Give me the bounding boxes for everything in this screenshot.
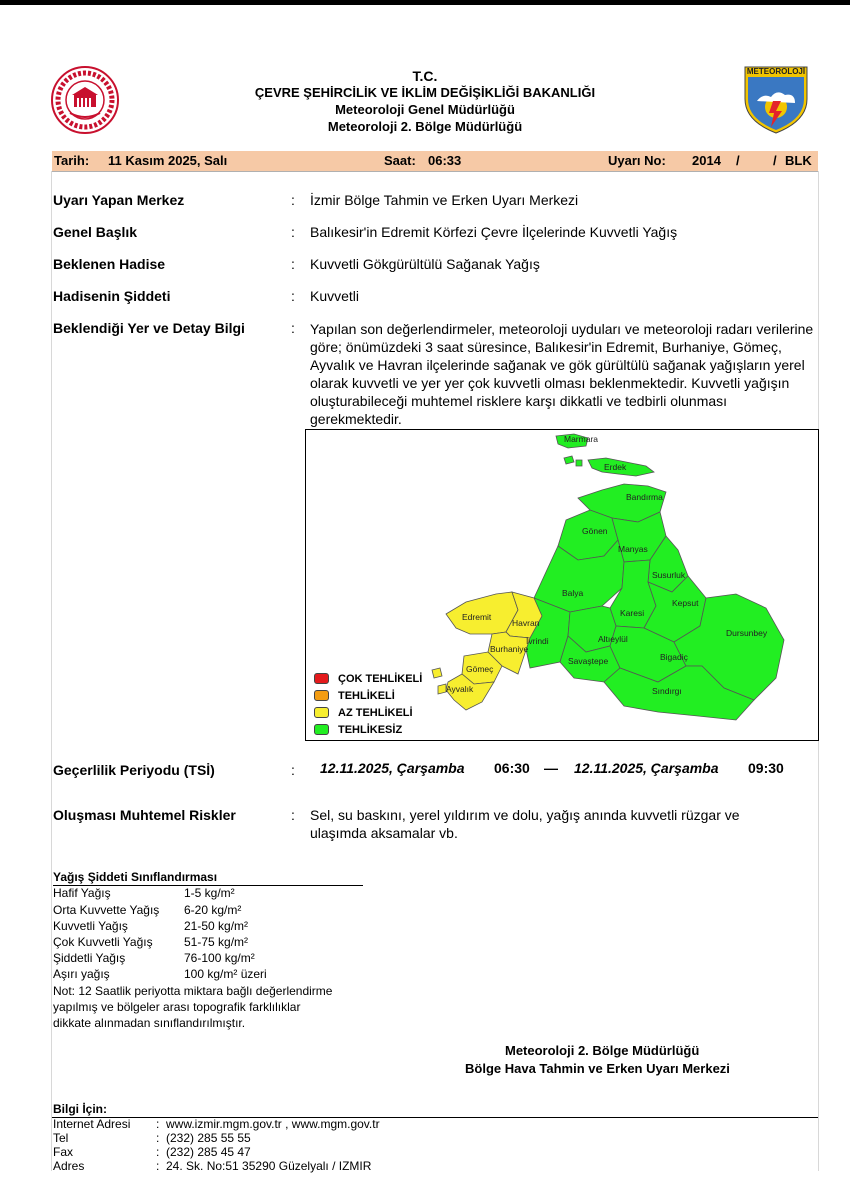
colon: : (291, 288, 295, 304)
region-ayvalik-islands (432, 668, 446, 694)
colon: : (291, 256, 295, 272)
legend-item-very-dangerous (314, 670, 422, 687)
region-islands (564, 456, 582, 466)
left-rule (51, 171, 52, 1171)
validity-end-date: 12.11.2025, Çarşamba (574, 760, 719, 776)
header-regional-directorate: Meteoroloji 2. Bölge Müdürlüğü (327, 119, 523, 134)
footer-label: Adres (53, 1159, 85, 1173)
meteoroloji-logo-text: METEOROLOJİ (746, 67, 806, 76)
classification-note: dikkate alınmadan sınıflandırılmıştır. (53, 1016, 246, 1030)
warning-code: BLK (785, 153, 812, 168)
top-border (0, 0, 850, 5)
info-bar (52, 151, 818, 172)
legend-swatch-orange (314, 690, 329, 701)
legend-label: AZ TEHLİKELİ (338, 706, 413, 719)
footer-address: 24. Sk. No:51 35290 Güzelyalı / IZMIR (166, 1159, 372, 1173)
footer-title: Bilgi İçin: (53, 1102, 107, 1116)
footer-website-link[interactable]: www.izmir.mgm.gov.tr , www.mgm.gov.tr (166, 1117, 380, 1131)
event-value: Kuvvetli Gökgürültülü Sağanak Yağış (310, 256, 540, 272)
time-value: 06:33 (428, 153, 462, 168)
center-label: Uyarı Yapan Merkez (53, 192, 185, 208)
signature-line-2: Bölge Hava Tahmin ve Erken Uyarı Merkezi (465, 1061, 730, 1076)
footer-phone: (232) 285 55 55 (166, 1131, 251, 1145)
district-label-dursunbey: Dursunbey (726, 628, 768, 638)
footer-label: Fax (53, 1145, 74, 1159)
footer-label: Tel (53, 1131, 69, 1145)
district-label-gonen: Gönen (582, 526, 608, 536)
footer-separator: : (156, 1117, 160, 1131)
district-label-gomec: Gömeç (466, 664, 494, 674)
district-label-ayvalik: Ayvalık (446, 684, 474, 694)
district-label-karesi: Karesi (620, 608, 645, 618)
warning-no-value: 2014 (692, 153, 721, 168)
colon: : (291, 192, 295, 208)
colon: : (291, 807, 295, 823)
meteoroloji-logo (743, 65, 809, 135)
severity-label: Hadisenin Şiddeti (53, 288, 171, 304)
district-label-marmara: Marmara (564, 434, 599, 444)
warning-no-label: Uyarı No: (608, 153, 666, 168)
classification-name: Kuvvetli Yağış (53, 919, 128, 933)
legend-item-safe (314, 721, 422, 738)
legend-label: ÇOK TEHLİKELİ (338, 672, 423, 685)
district-label-sindirgi: Sındırgı (652, 686, 682, 696)
validity-start-time: 06:30 (494, 760, 530, 776)
risks-label: Oluşması Muhtemel Riskler (53, 807, 236, 823)
legend-label: TEHLİKESİZ (338, 723, 403, 736)
footer-separator: : (156, 1145, 160, 1159)
classification-title: Yağış Şiddeti Sınıflandırması (53, 870, 363, 886)
classification-value: 76-100 kg/m² (184, 951, 255, 965)
validity-label: Geçerlilik Periyodu (TSİ) (53, 762, 215, 778)
title-value: Balıkesir'in Edremit Körfezi Çevre İlçelerinde Kuvvetli Yağış (310, 224, 678, 240)
footer-separator: : (156, 1159, 160, 1173)
legend-swatch-yellow (314, 707, 329, 718)
colon: : (291, 762, 295, 778)
district-label-kepsut: Kepsut (672, 598, 699, 608)
validity-start-date: 12.11.2025, Çarşamba (320, 760, 465, 776)
classification-value: 6-20 kg/m² (184, 903, 242, 917)
event-label: Beklenen Hadise (53, 256, 166, 272)
footer-fax: (232) 285 45 47 (166, 1145, 251, 1159)
district-label-susurluk: Susurluk (652, 570, 686, 580)
classification-name: Şiddetli Yağış (53, 951, 126, 965)
classification-name: Hafif Yağış (53, 886, 111, 900)
warning-slash-1: / (736, 153, 740, 168)
detail-label: Beklendiği Yer ve Detay Bilgi (53, 320, 245, 336)
title-label: Genel Başlık (53, 224, 138, 240)
date-label: Tarih: (54, 153, 90, 168)
district-label-edremit: Edremit (462, 612, 492, 622)
district-label-altieylul: Altıeylül (598, 634, 628, 644)
footer-separator: : (156, 1131, 160, 1145)
district-label-erdek: Erdek (604, 462, 627, 472)
district-label-manyas: Manyas (618, 544, 648, 554)
footer-label: Internet Adresi (53, 1117, 131, 1131)
date-value: 11 Kasım 2025, Salı (108, 153, 228, 168)
detail-value: Yapılan son değerlendirmeler, meteoroloji uyduları ve meteoroloji radarı verilerine göre; önümüzdeki 3 saat süresince, Balıkesir'in Edremit, Burhaniye, Gömeç, Ayvalık ve Havran ilçelerinde sağanak ve gök gürültülü sağanak yağışların yerel olarak kuvvetli ve yer yer çok kuvvetli olması beklenmektedir. Kuvvetli yağışın oluşturabileceği muhtemel risklere karşı dikkatli ve tedbirli olunması gerekmektedir. (310, 321, 814, 427)
colon: : (291, 224, 295, 240)
classification-value: 1-5 kg/m² (184, 886, 235, 900)
classification-name: Çok Kuvvetli Yağış (53, 935, 153, 949)
legend-swatch-red (314, 673, 329, 684)
header-tc: T.C. (412, 68, 438, 84)
center-value: İzmir Bölge Tahmin ve Erken Uyarı Merkezi (310, 192, 579, 208)
warning-map (305, 429, 819, 741)
classification-value: 100 kg/m² üzeri (184, 967, 267, 981)
header-ministry: ÇEVRE ŞEHİRCİLİK VE İKLİM DEĞİŞİKLİĞİ BAKANLIĞI (254, 85, 596, 100)
district-label-ivrindi: İvrindi (526, 636, 549, 646)
district-label-bandirma: Bandırma (626, 492, 663, 502)
district-label-bigadic: Bigadiç (660, 652, 688, 662)
classification-name: Aşırı yağış (53, 967, 110, 981)
risks-value: Sel, su baskını, yerel yıldırım ve dolu, yağış anında kuvvetli rüzgar ve ulaşımda aksamalar vb. (310, 807, 740, 841)
district-label-balya: Balya (562, 588, 584, 598)
legend-item-low (314, 704, 422, 721)
legend-label: TEHLİKELİ (338, 689, 395, 702)
severity-value: Kuvvetli (310, 288, 360, 304)
classification-note: yapılmış ve bölgeler arası topografik farklılıklar (53, 1000, 301, 1014)
legend-item-dangerous (314, 687, 422, 704)
map-legend (314, 670, 422, 738)
header-general-directorate: Meteoroloji Genel Müdürlüğü (335, 102, 515, 117)
legend-swatch-green (314, 724, 329, 735)
district-label-havran: Havran (512, 618, 540, 628)
time-label: Saat: (384, 153, 416, 168)
classification-value: 21-50 kg/m² (184, 919, 249, 933)
classification-value: 51-75 kg/m² (184, 935, 249, 949)
district-label-burhaniye: Burhaniye (490, 644, 529, 654)
colon: : (291, 320, 295, 336)
district-label-savastepe: Savaştepe (568, 656, 609, 666)
warning-slash-2: / (773, 153, 777, 168)
validity-end-time: 09:30 (748, 760, 784, 776)
signature-line-1: Meteoroloji 2. Bölge Müdürlüğü (505, 1043, 700, 1058)
classification-name: Orta Kuvvette Yağış (53, 903, 160, 917)
validity-dash: — (544, 760, 558, 776)
classification-note: Not: 12 Saatlik periyotta miktara bağlı değerlendirme (53, 984, 333, 998)
